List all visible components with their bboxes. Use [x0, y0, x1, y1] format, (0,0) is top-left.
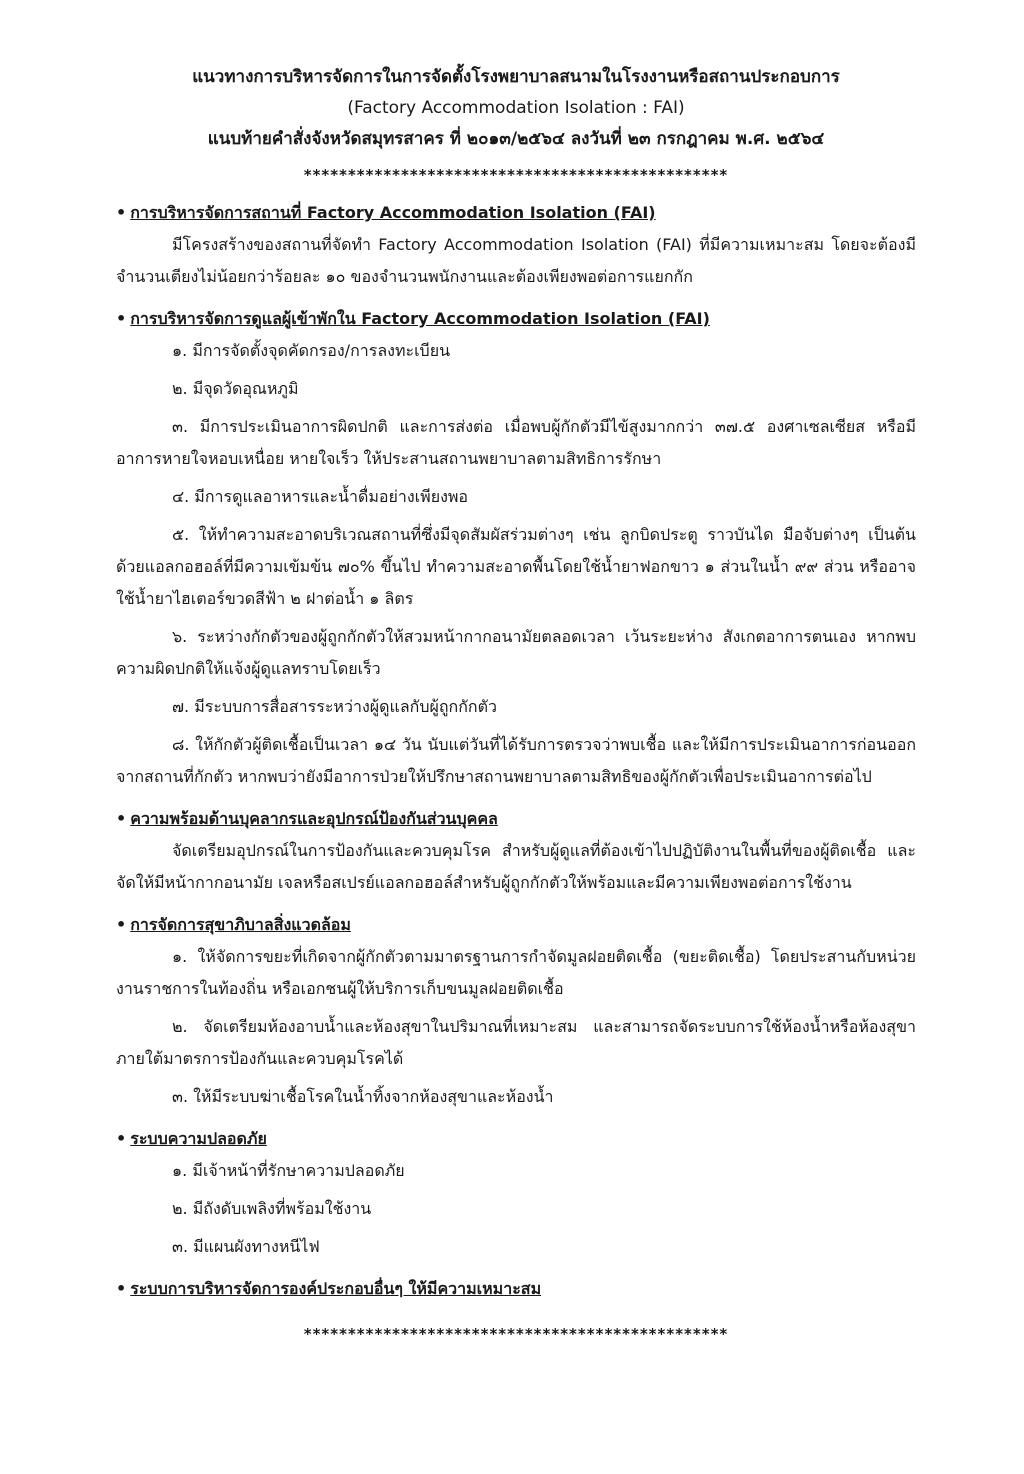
list-item: ๑. มีการจัดตั้งจุดคัดกรอง/การลงทะเบียน	[172, 341, 451, 360]
section-sanitation	[116, 909, 916, 1113]
section-heading	[116, 909, 916, 941]
section-paragraph: จัดเตรียมอุปกรณ์ในการป้องกันและควบคุมโรค สำหรับผู้ดูแลที่ต้องเข้าไปปฏิบัติงานในพื้นที่ของผู้ติดเชื้อ และจัดให้มีหน้ากากอนามัย เจลหรือสเปรย์แอลกอฮอล์สำหรับผู้ถูกกักตัวให้พร้อมและมีความเพียงพอต่อการใช้งาน	[116, 841, 916, 892]
bullet-icon: •	[116, 309, 127, 328]
section-other-components	[116, 1273, 916, 1305]
document-title: แนวทางการบริหารจัดการในการจัดตั้งโรงพยาบาลสนามในโรงงานหรือสถานประกอบการ	[192, 67, 840, 87]
section-heading	[116, 1273, 916, 1305]
bullet-icon: •	[116, 915, 127, 934]
list-item: ๔. มีการดูแลอาหารและน้ำดื่มอย่างเพียงพอ	[172, 487, 469, 506]
footer-separator: ************************************************	[303, 1325, 729, 1343]
section-site-management	[116, 197, 916, 293]
section-safety	[116, 1123, 916, 1263]
section-heading-text: การบริหารจัดการดูแลผู้เข้าพักใน Factory Accommodation Isolation (FAI)	[130, 309, 710, 328]
section-heading	[116, 197, 916, 229]
list-item: ๖. ระหว่างกักตัวของผู้ถูกกักตัวให้สวมหน้ากากอนามัยตลอดเวลา เว้นระยะห่าง สังเกตอาการตนเอง หากพบความผิดปกติให้แจ้งผู้ดูแลทราบโดยเร็ว	[116, 627, 916, 678]
section-heading-text: ระบบการบริหารจัดการองค์ประกอบอื่นๆ ให้มีความเหมาะสม	[130, 1279, 542, 1298]
bullet-icon: •	[116, 809, 127, 828]
section-paragraph: มีโครงสร้างของสถานที่จัดทำ Factory Accommodation Isolation (FAI) ที่มีความเหมาะสม โดยจะต้องมีจำนวนเตียงไม่น้อยกว่าร้อยละ ๑๐ ของจำนวนพนักงานและต้องเพียงพอต่อการแยกกัก	[116, 235, 916, 286]
list-item: ๕. ให้ทำความสะอาดบริเวณสถานที่ซึ่งมีจุดสัมผัสร่วมต่างๆ เช่น ลูกบิดประตู ราวบันได มือจับต่างๆ เป็นต้น ด้วยแอลกอฮอล์ที่มีความเข้มข้น ๗๐% ขึ้นไป ทำความสะอาดพื้นโดยใช้น้ำยาฟอกขาว ๑ ส่วนในน้ำ ๙๙ ส่วน หรืออาจใช้น้ำยาไฮเตอร์ขวดสีฟ้า ๒ ฝาต่อน้ำ ๑ ลิตร	[116, 525, 916, 608]
bullet-icon: •	[116, 203, 127, 222]
section-heading-text: การจัดการสุขาภิบาลสิ่งแวดล้อม	[130, 915, 351, 934]
list-item: ๒. มีถังดับเพลิงที่พร้อมใช้งาน	[172, 1199, 372, 1218]
list-item: ๘. ให้กักตัวผู้ติดเชื้อเป็นเวลา ๑๔ วัน นับแต่วันที่ได้รับการตรวจว่าพบเชื้อ และให้มีการประเมินอาการก่อนออกจากสถานที่กักตัว หากพบว่ายังมีอาการป่วยให้ปรึกษาสถานพยาบาลตามสิทธิของผู้กักตัวเพื่อประเมินอาการต่อไป	[116, 735, 916, 786]
list-item: ๓. มีการประเมินอาการผิดปกติ และการส่งต่อ เมื่อพบผู้กักตัวมีไข้สูงมากกว่า ๓๗.๕ องศาเซลเซียส หรือมีอาการหายใจหอบเหนื่อย หายใจเร็ว ให้ประสานสถานพยาบาลตามสิทธิการรักษา	[116, 417, 916, 468]
list-item: ๑. มีเจ้าหน้าที่รักษาความปลอดภัย	[172, 1161, 405, 1180]
section-heading	[116, 1123, 916, 1155]
section-heading	[116, 803, 916, 835]
section-resident-care	[116, 303, 916, 793]
list-item: ๒. จัดเตรียมห้องอาบน้ำและห้องสุขาในปริมาณที่เหมาะสม และสามารถจัดระบบการใช้ห้องน้ำหรือห้องสุขาภายใต้มาตรการป้องกันและควบคุมโรคได้	[116, 1017, 916, 1068]
section-heading	[116, 303, 916, 335]
list-item: ๒. มีจุดวัดอุณหภูมิ	[172, 379, 299, 398]
bullet-icon: •	[116, 1129, 127, 1148]
section-heading-text: ระบบความปลอดภัย	[130, 1129, 267, 1148]
bullet-icon: •	[116, 1279, 127, 1298]
list-item: ๑. ให้จัดการขยะที่เกิดจากผู้กักตัวตามมาตรฐานการกำจัดมูลฝอยติดเชื้อ (ขยะติดเชื้อ) โดยประสานกับหน่วยงานราชการในท้องถิ่น หรือเอกชนผู้ให้บริการเก็บขนมูลฝอยติดเชื้อ	[116, 947, 916, 998]
document-subtitle: (Factory Accommodation Isolation : FAI)	[347, 98, 685, 118]
item-list	[116, 941, 916, 1113]
section-heading-text: การบริหารจัดการสถานที่ Factory Accommodation Isolation (FAI)	[130, 203, 656, 222]
document-reference: แนบท้ายคำสั่งจังหวัดสมุทรสาคร ที่ ๒๐๑๓/๒๕๖๔ ลงวันที่ ๒๓ กรกฎาคม พ.ศ. ๒๕๖๔	[207, 129, 825, 149]
header-separator: ************************************************	[303, 166, 729, 184]
item-list	[116, 1155, 916, 1263]
list-item: ๓. ให้มีระบบฆ่าเชื้อโรคในน้ำทิ้งจากห้องสุขาและห้องน้ำ	[172, 1087, 554, 1106]
section-heading-text: ความพร้อมด้านบุคลากรและอุปกรณ์ป้องกันส่วนบุคคล	[130, 809, 498, 828]
list-item: ๗. มีระบบการสื่อสารระหว่างผู้ดูแลกับผู้ถูกกักตัว	[172, 697, 497, 716]
item-list	[116, 335, 916, 793]
list-item: ๓. มีแผนผังทางหนีไฟ	[172, 1237, 320, 1256]
section-personnel-equipment	[116, 803, 916, 899]
